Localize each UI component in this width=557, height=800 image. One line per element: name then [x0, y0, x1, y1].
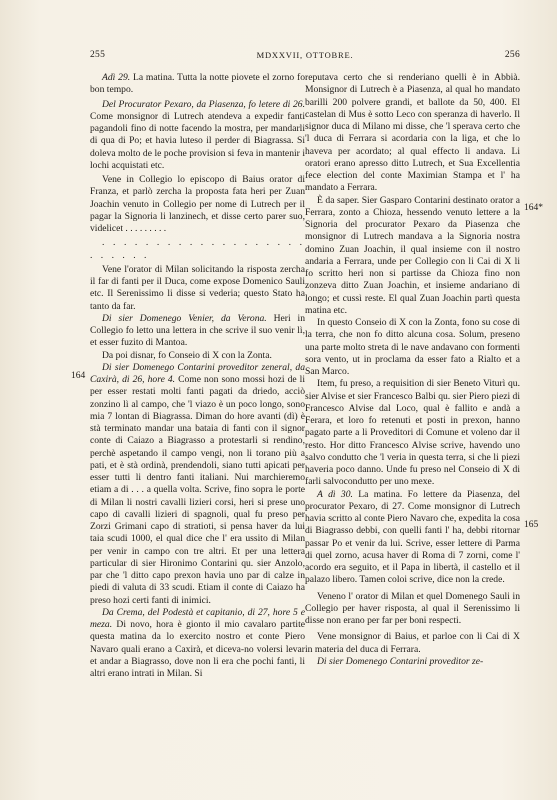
margin-folio-number: 165 — [524, 520, 539, 530]
paragraph: Del Procurator Pexaro, da Piasenza, fo letere di 26. Come monsignor di Lutrech atendeva a expedir fanti pagandoli fino di notte facendo la mostra, per mandarli di qua di Po; et havia luteso il perder di Biagrassa. Si doleva molto de le poche provision si feva in mantenir i lochi acquistati etc. — [90, 98, 305, 171]
paragraph: Adì 29. La matina. Tutta la notte piovete el zorno fo bon tempo. — [90, 72, 305, 96]
page-number-left: 255 — [90, 50, 106, 60]
margin-folio-number: 164 — [71, 371, 86, 381]
paragraph: Vene monsignor di Baius, et parloe con li Cai di X in materia del duca di Ferrara. — [305, 631, 520, 655]
paragraph: Di sier Domenego Contarini proveditor zeneral, da Caxirà, di 26, hore 4. Come non sono mossi hozi de li per esser restati molti fanti pagati da driedo, acciò zonzino lì al campo, che 'l viazo è un poco longo, sono mia 7 lontan di Biagrassa. Diman do hore avanti (dì) è stà terminato mandar una bataia di fanti con il signor conte di Caiazo a Biagrasso a protestarli si rendino, perchè aspetando il campo vengi, non li torano più a pati, et è stà ordinà, prendendoli, siano tutti apicati per esser tutti li dentro fanti italiani. Nui marchieremo etiam a di . . . a quella volta. Scrive, fino sopra le porte di Milan li nostri cavalli lizieri corsi, heri si prese uno capo di cavalli lizieri di spagnoli, qual fu preso per Zorzi Grimani capo di stratioti, si pensa haver da lui taia scudi 1000, el qual dice che l' era ussito di Milan per venir in campo con tre altri. Et per una lettera particular di sier Hironimo Contarini qu. sier Anzolo, par che 'l ditto capo prexon havia uno par di calze in piedi di valuta di 33 scudi. Etiam il conte di Caiazo ha preso hozi certi fanti di inimici. — [90, 361, 306, 606]
running-header — [90, 50, 520, 66]
margin-folio-number: 164* — [524, 203, 543, 213]
paragraph: Di sier Domenego Contarini proveditor ze- — [317, 655, 484, 667]
paragraph: Vene l'orator di Milan solicitando la risposta zercha il far di fanti per il Duca, come expose Domenico Sauli etc. Il Serenissimo li disse si vederia; questo Stato ha tanto da far. — [90, 263, 305, 312]
running-title: MDXXVII, OTTOBRE. — [256, 50, 354, 60]
paragraph: A dì 30. La matina. Fo lettere da Piasenza, del procurator Pexaro, di 27. Come monsignor di Lutrech havia scritto al conte Piero Navaro che, expedita la cosa di Biagrasso debbi, con quelli fanti l' ha, debbi ritornar passar Po et venir da lui. Scrive, esser lettere di Parma di quel zorno, acusa haver di Roma di 7 zorni, come l' acordo era seguito, et il Papa in libertà, il castello et il palazo libero. Tamen coloi scrive, dice non la crede. — [305, 488, 520, 586]
paragraph: Vene in Collegio lo episcopo di Baius orator di Franza, et parlò zercha la proposta fata heri per Zuan Joachin venuto in Collegio per nome di Lutrech per il pagar la Signoria li lanzinech, et disse certo parer suo, videlicet . . . . . . . . . — [90, 174, 305, 234]
right-text-column — [305, 72, 520, 668]
ellipsis-line: . . . . . . . . . . . . . . . . . . . . . . . . . — [90, 237, 305, 261]
paragraph: È da saper. Sier Gasparo Contarini destinato orator a Ferrara, zonto a Chioza, hessendo venuto lettere a la Signoria del procurator Pexaro da Piasenza che monsignor di Lutrech mandava a la Signoria nostra domino Zuan Joachin, il qual insieme con il nostro andaria a Ferrara, unde per Collegio con li Cai di X li fo scritto heri non si partisse da Chioza fino non zonzeva ditto Zuan Joachin, et insieme andariano di longo; et cussì reste. El qual Zuan Joachin partì questa matina etc. — [305, 194, 520, 316]
paragraph: Item, fu preso, a requisition di sier Beneto Viturì qu. sier Alvise et sier Francesco Balbi qu. sier Piero piezi di Francesco Alvise dal Loco, qual è fallito e andà a Ferara, et loro fo retenuti et posti in prexon, hanno pagato parte a li Proveditori di Comune et voleno dar il resto. Hor ditto Francesco Alvise scrive, havendo uno salvo condutto che 'l veria in questa terra, si che li piezi haveria poco danno. Unde fu preso nel Conseio di X di farli salvocondutto per uno mexe. — [305, 378, 521, 488]
paragraph: Da poi disnar, fo Conseio di X con la Zonta. — [102, 349, 272, 361]
paragraph: Veneno l' orator di Milan et quel Domenego Sauli in Collegio per haver risposta, al qual il Serenissimo li disse non erano per far per boni respecti. — [305, 590, 520, 626]
paragraph: reputava certo che si renderiano quelli è in Abbià. Monsignor di Lutrech è a Piasenza, al qual ho mandato barilli 200 polvere grandi, et ballote da 50, 400. El castelan di Mus è sotto Leco con speranza di haverlo. Il signor duca di Milano mi disse, che 'l sperava certo che 'l duca di Ferrara si acordaria con la liga, et che lo haveva per acordato; al qual effecto li andava. Li oratori erano apresso ditto Lutrech, et Sua Excellentia fece election del conte Maximian Stampa et l' ha mandato a Ferrara. — [305, 72, 520, 194]
paragraph: Di sier Domenego Venier, da Verona. Heri in Collegio fo letto una lettera in che scrive il suo venir lì, et esser fuzito di Mantoa. — [90, 312, 305, 349]
paragraph: In questo Conseio di X con la Zonta, fono su cose di la terra, che non fo ditto alcuna cosa. Solum, preseno una parte molto streta di le nave andavano con formenti sora vento, ut in proclama da esser fato a Rialto et a San Marco. — [305, 317, 520, 377]
paragraph: Da Crema, del Podestà et capitanio, di 27, hore 5 e meza. Di novo, hora è gionto il mio cavalaro partite questa matina da lo exercito nostro et conte Piero Navaro quali erano a Caxirà, et diceva-no volersi levar et andar a Biagrasso, dove non li era che pochi fanti, li altri erano intrati in Milan. Si — [90, 606, 305, 679]
page-number-right: 256 — [504, 50, 520, 60]
left-text-column — [90, 72, 305, 680]
